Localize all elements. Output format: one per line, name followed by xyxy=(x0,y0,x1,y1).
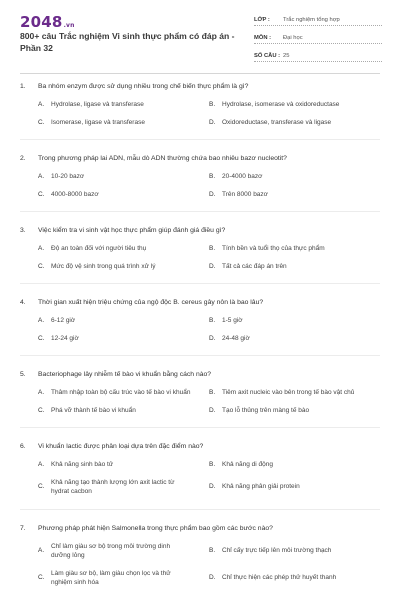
worksheet-header xyxy=(0,0,400,72)
option-letter: A. xyxy=(38,389,45,396)
question-number: 6. xyxy=(20,443,26,450)
question-3 xyxy=(20,226,380,284)
answer-option-b[interactable] xyxy=(209,388,380,398)
option-text: Khả năng tạo thành lượng lớn axit lactic từ hydrat cacbon xyxy=(51,478,175,495)
answer-option-a[interactable] xyxy=(38,172,209,182)
option-text: Tính bền và tuổi thọ của thực phẩm xyxy=(222,245,325,252)
question-divider xyxy=(20,283,380,284)
answer-option-b[interactable] xyxy=(209,316,380,326)
question-head xyxy=(20,442,380,451)
question-list xyxy=(20,82,380,600)
header-divider xyxy=(20,73,380,74)
question-head xyxy=(20,82,380,91)
option-letter: C. xyxy=(38,406,45,414)
answer-options xyxy=(38,172,380,199)
question-divider xyxy=(20,211,380,212)
meta-key: SỐ CÂU : xyxy=(254,53,281,59)
answer-option-b[interactable] xyxy=(209,244,380,254)
option-letter: D. xyxy=(209,334,216,342)
answer-option-d[interactable] xyxy=(209,190,380,200)
option-letter: A. xyxy=(38,547,45,555)
question-head xyxy=(20,370,380,379)
option-letter: B. xyxy=(209,173,216,180)
question-number: 7. xyxy=(20,524,26,532)
option-letter: B. xyxy=(209,389,216,396)
option-text: Tạo lỗ thủng trên màng tế bào xyxy=(222,406,310,414)
question-head xyxy=(20,298,380,307)
question-text: Vi khuẩn lactic được phân loại dựa trên đặc điểm nào? xyxy=(38,443,204,450)
option-text: Mức độ vệ sinh trong quá trình xử lý xyxy=(51,262,156,270)
question-number: 1. xyxy=(20,83,26,90)
option-text: 6-12 giờ xyxy=(51,317,76,324)
option-letter: C. xyxy=(38,574,45,582)
answer-option-a[interactable] xyxy=(38,542,209,561)
meta-row-count xyxy=(254,46,382,62)
option-text: Tiêm axit nucleic vào bên trong tế bào vật chủ xyxy=(222,389,355,396)
option-text: Thâm nhập toàn bộ cấu trúc vào tế bào vi khuẩn xyxy=(51,389,191,396)
meta-key: LỚP : xyxy=(254,17,270,23)
answer-option-d[interactable] xyxy=(209,334,380,344)
page-title: 800+ câu Trắc nghiệm Vi sinh thực phẩm có đáp án - Phần 32 xyxy=(20,31,235,53)
question-6 xyxy=(20,442,380,510)
answer-option-d[interactable] xyxy=(209,478,380,497)
question-number: 4. xyxy=(20,299,26,306)
option-text: Trên 8000 bazơ xyxy=(222,190,268,198)
answer-option-d[interactable] xyxy=(209,406,380,416)
option-letter: B. xyxy=(209,245,216,252)
question-divider xyxy=(20,427,380,428)
question-2 xyxy=(20,154,380,212)
answer-option-a[interactable] xyxy=(38,388,209,398)
option-letter: A. xyxy=(38,245,45,252)
option-text: Hydrolase, isomerase và oxidoreductase xyxy=(222,101,340,108)
question-head xyxy=(20,154,380,163)
site-logo[interactable] xyxy=(20,13,75,31)
question-text: Việc kiểm tra vi sinh vật học thực phẩm giúp đánh giá điều gì? xyxy=(38,227,226,234)
option-text: Isomerase, ligase và transferase xyxy=(51,118,145,126)
option-letter: D. xyxy=(209,574,216,582)
option-letter: A. xyxy=(38,317,45,324)
option-text: Hydrolase, ligase và transferase xyxy=(51,101,144,108)
option-letter: C. xyxy=(38,190,45,198)
answer-option-c[interactable] xyxy=(38,406,209,416)
option-text: Làm giàu sơ bộ, làm giàu chọn lọc và thử nghiệm sinh hóa xyxy=(51,569,171,586)
question-4 xyxy=(20,298,380,356)
answer-option-b[interactable] xyxy=(209,542,380,561)
question-5 xyxy=(20,370,380,428)
answer-options xyxy=(38,316,380,343)
answer-options xyxy=(38,244,380,271)
answer-option-b[interactable] xyxy=(209,100,380,110)
option-text: Chỉ cấy trực tiếp lên môi trường thạch xyxy=(222,547,332,555)
option-letter: D. xyxy=(209,406,216,414)
question-head xyxy=(20,524,380,533)
answer-option-a[interactable] xyxy=(38,244,209,254)
option-letter: D. xyxy=(209,262,216,270)
question-divider xyxy=(20,139,380,140)
option-text: Khả năng di động xyxy=(222,461,273,468)
answer-options xyxy=(38,460,380,497)
option-letter: B. xyxy=(209,461,216,468)
logo-suffix: .vn xyxy=(63,22,75,29)
option-letter: B. xyxy=(209,547,216,555)
option-letter: D. xyxy=(209,118,216,126)
answer-option-a[interactable] xyxy=(38,100,209,110)
option-text: Độ an toàn đối với người tiêu thụ xyxy=(51,245,147,252)
option-letter: A. xyxy=(38,101,45,108)
option-letter: D. xyxy=(209,483,216,491)
question-7 xyxy=(20,524,380,588)
meta-value: Trắc nghiệm tổng hợp xyxy=(283,17,340,23)
option-text: Phá vỡ thành tế bào vi khuẩn xyxy=(51,406,136,414)
meta-value: 25 xyxy=(283,53,290,59)
option-text: 1-5 giờ xyxy=(222,317,243,324)
option-text: 12-24 giờ xyxy=(51,334,79,342)
question-text: Phương pháp phát hiện Salmonella trong thực phẩm bao gồm các bước nào? xyxy=(38,524,273,532)
option-letter: A. xyxy=(38,461,45,468)
answer-options xyxy=(38,388,380,415)
option-text: Oxidoreductase, transferase và ligase xyxy=(222,118,332,126)
meta-row-class xyxy=(254,10,382,26)
option-text: Chỉ làm giàu sơ bộ trong môi trường dinh dưỡng lỏng xyxy=(51,542,171,559)
option-text: 20-4000 bazơ xyxy=(222,173,263,180)
option-letter: B. xyxy=(209,101,216,108)
answer-option-b[interactable] xyxy=(209,172,380,182)
question-text: Bacteriophage lây nhiễm tế bào vi khuẩn bằng cách nào? xyxy=(38,371,212,378)
answer-option-a[interactable] xyxy=(38,316,209,326)
answer-option-a[interactable] xyxy=(38,460,209,470)
option-letter: D. xyxy=(209,190,216,198)
meta-value: Đại học xyxy=(283,35,303,41)
answer-option-d[interactable] xyxy=(209,118,380,128)
worksheet-meta xyxy=(254,10,382,64)
option-text: Khả năng phân giải protein xyxy=(222,483,300,491)
option-letter: C. xyxy=(38,483,45,491)
option-letter: C. xyxy=(38,118,45,126)
answer-option-c[interactable] xyxy=(38,262,209,272)
answer-option-c[interactable] xyxy=(38,118,209,128)
answer-option-c[interactable] xyxy=(38,569,209,588)
question-text: Trong phương pháp lai ADN, mẫu dò ADN thường chứa bao nhiêu bazơ nucleotit? xyxy=(38,155,287,162)
question-1 xyxy=(20,82,380,140)
question-divider xyxy=(20,355,380,356)
question-number: 5. xyxy=(20,371,26,378)
option-text: 10-20 bazơ xyxy=(51,173,85,180)
answer-option-c[interactable] xyxy=(38,478,209,497)
answer-option-b[interactable] xyxy=(209,460,380,470)
option-letter: B. xyxy=(209,317,216,324)
answer-option-d[interactable] xyxy=(209,569,380,588)
option-text: 24-48 giờ xyxy=(222,334,250,342)
meta-key: MÔN : xyxy=(254,35,272,41)
question-text: Ba nhóm enzym được sử dụng nhiều trong chế biến thực phẩm là gì? xyxy=(38,83,249,90)
question-number: 2. xyxy=(20,155,26,162)
answer-option-d[interactable] xyxy=(209,262,380,272)
logo-text: 2048 xyxy=(20,13,63,31)
question-divider xyxy=(20,509,380,510)
option-letter: C. xyxy=(38,262,45,270)
option-letter: A. xyxy=(38,173,45,180)
option-text: Tất cả các đáp án trên xyxy=(222,262,287,270)
answer-options xyxy=(38,542,380,588)
option-letter: C. xyxy=(38,334,45,342)
meta-row-subject xyxy=(254,28,382,44)
answer-options xyxy=(38,100,380,127)
question-text: Thời gian xuất hiện triệu chứng của ngộ độc B. cereus gây nôn là bao lâu? xyxy=(38,299,264,306)
question-head xyxy=(20,226,380,235)
question-number: 3. xyxy=(20,227,26,234)
answer-option-c[interactable] xyxy=(38,334,209,344)
answer-option-c[interactable] xyxy=(38,190,209,200)
option-text: Khả năng sinh bào tử xyxy=(51,461,114,468)
option-text: 4000-8000 bazơ xyxy=(51,190,99,198)
option-text: Chỉ thực hiện các phép thử huyết thanh xyxy=(222,574,337,582)
